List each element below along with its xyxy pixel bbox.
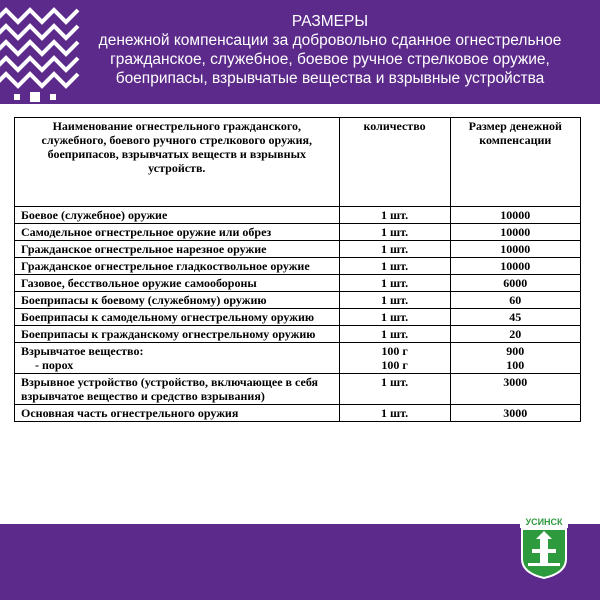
row-amount-cell xyxy=(450,343,580,374)
row-amount: 10000 xyxy=(450,258,580,275)
row-amount: 3000 xyxy=(450,405,580,422)
table-row xyxy=(15,343,581,374)
row-name: Самодельное огнестрельное оружие или обрез xyxy=(15,224,340,241)
row-qty: 1 шт. xyxy=(339,405,450,422)
row-qty: 1 шт. xyxy=(339,207,450,224)
table-row xyxy=(15,309,581,326)
row-qty-sub: 100 г xyxy=(381,358,408,372)
row-name: Боевое (служебное) оружие xyxy=(15,207,340,224)
row-amount: 6000 xyxy=(450,275,580,292)
row-qty: 1 шт. xyxy=(339,258,450,275)
row-name: Взрывчатое вещество: xyxy=(21,344,144,358)
row-amount: 60 xyxy=(450,292,580,309)
usinsk-emblem-icon xyxy=(520,515,568,579)
row-qty: 1 шт. xyxy=(339,374,450,405)
row-amount: 10000 xyxy=(450,241,580,258)
row-name: Боеприпасы к гражданскому огнестрельному оружию xyxy=(15,326,340,343)
compensation-table xyxy=(14,117,581,422)
footer-banner xyxy=(0,524,600,600)
table-row xyxy=(15,405,581,422)
table-row xyxy=(15,224,581,241)
row-name: Газовое, бесствольное оружие самообороны xyxy=(15,275,340,292)
table-row xyxy=(15,275,581,292)
subtitle-line: боеприпасы, взрывчатые вещества и взрывные устройства xyxy=(115,70,545,87)
column-header-name: Наименование огнестрельного гражданского, служебного, боевого ручного стрелкового оружия, боеприпасов, взрывчатых веществ и взрывных устройств. xyxy=(15,118,340,207)
row-name: Гражданское огнестрельное нарезное оружие xyxy=(15,241,340,258)
row-qty: 1 шт. xyxy=(339,326,450,343)
row-amount-sub: 100 xyxy=(506,358,525,372)
row-subname: - порох xyxy=(35,358,74,372)
row-qty: 100 г xyxy=(381,344,408,358)
row-qty: 1 шт. xyxy=(339,241,450,258)
row-amount: 10000 xyxy=(450,224,580,241)
row-qty: 1 шт. xyxy=(339,292,450,309)
table-header-row xyxy=(15,118,581,207)
table-row xyxy=(15,258,581,275)
row-qty: 1 шт. xyxy=(339,275,450,292)
title-block xyxy=(80,12,580,88)
table-row xyxy=(15,292,581,309)
row-amount: 3000 xyxy=(450,374,580,405)
row-qty: 1 шт. xyxy=(339,224,450,241)
ornament-pattern-icon xyxy=(0,0,92,104)
table-row xyxy=(15,374,581,405)
row-amount: 20 xyxy=(450,326,580,343)
subtitle-line: денежной компенсации за добровольно сданное огнестрельное xyxy=(98,32,562,49)
row-name: Боеприпасы к боевому (служебному) оружию xyxy=(15,292,340,309)
row-qty-cell xyxy=(339,343,450,374)
table-row xyxy=(15,207,581,224)
row-name: Боеприпасы к самодельному огнестрельному оружию xyxy=(15,309,340,326)
row-amount: 10000 xyxy=(450,207,580,224)
page-title: РАЗМЕРЫ xyxy=(291,13,369,30)
emblem-text: УСИНСК xyxy=(525,517,563,527)
row-name: Гражданское огнестрельное гладкоствольное оружие xyxy=(15,258,340,275)
row-name-cell xyxy=(15,343,340,374)
column-header-qty: количество xyxy=(339,118,450,207)
column-header-amount: Размер денежной компенсации xyxy=(450,118,580,207)
table-row xyxy=(15,326,581,343)
row-name: Взрывное устройство (устройство, включающее в себя взрывчатое вещество и средство взрывания) xyxy=(15,374,340,405)
row-name: Основная часть огнестрельного оружия xyxy=(15,405,340,422)
row-qty: 1 шт. xyxy=(339,309,450,326)
row-amount: 900 xyxy=(506,344,525,358)
header-banner xyxy=(0,0,600,104)
subtitle-line: гражданское, служебное, боевое ручное стрелковое оружие, xyxy=(110,51,550,68)
row-amount: 45 xyxy=(450,309,580,326)
table-row xyxy=(15,241,581,258)
